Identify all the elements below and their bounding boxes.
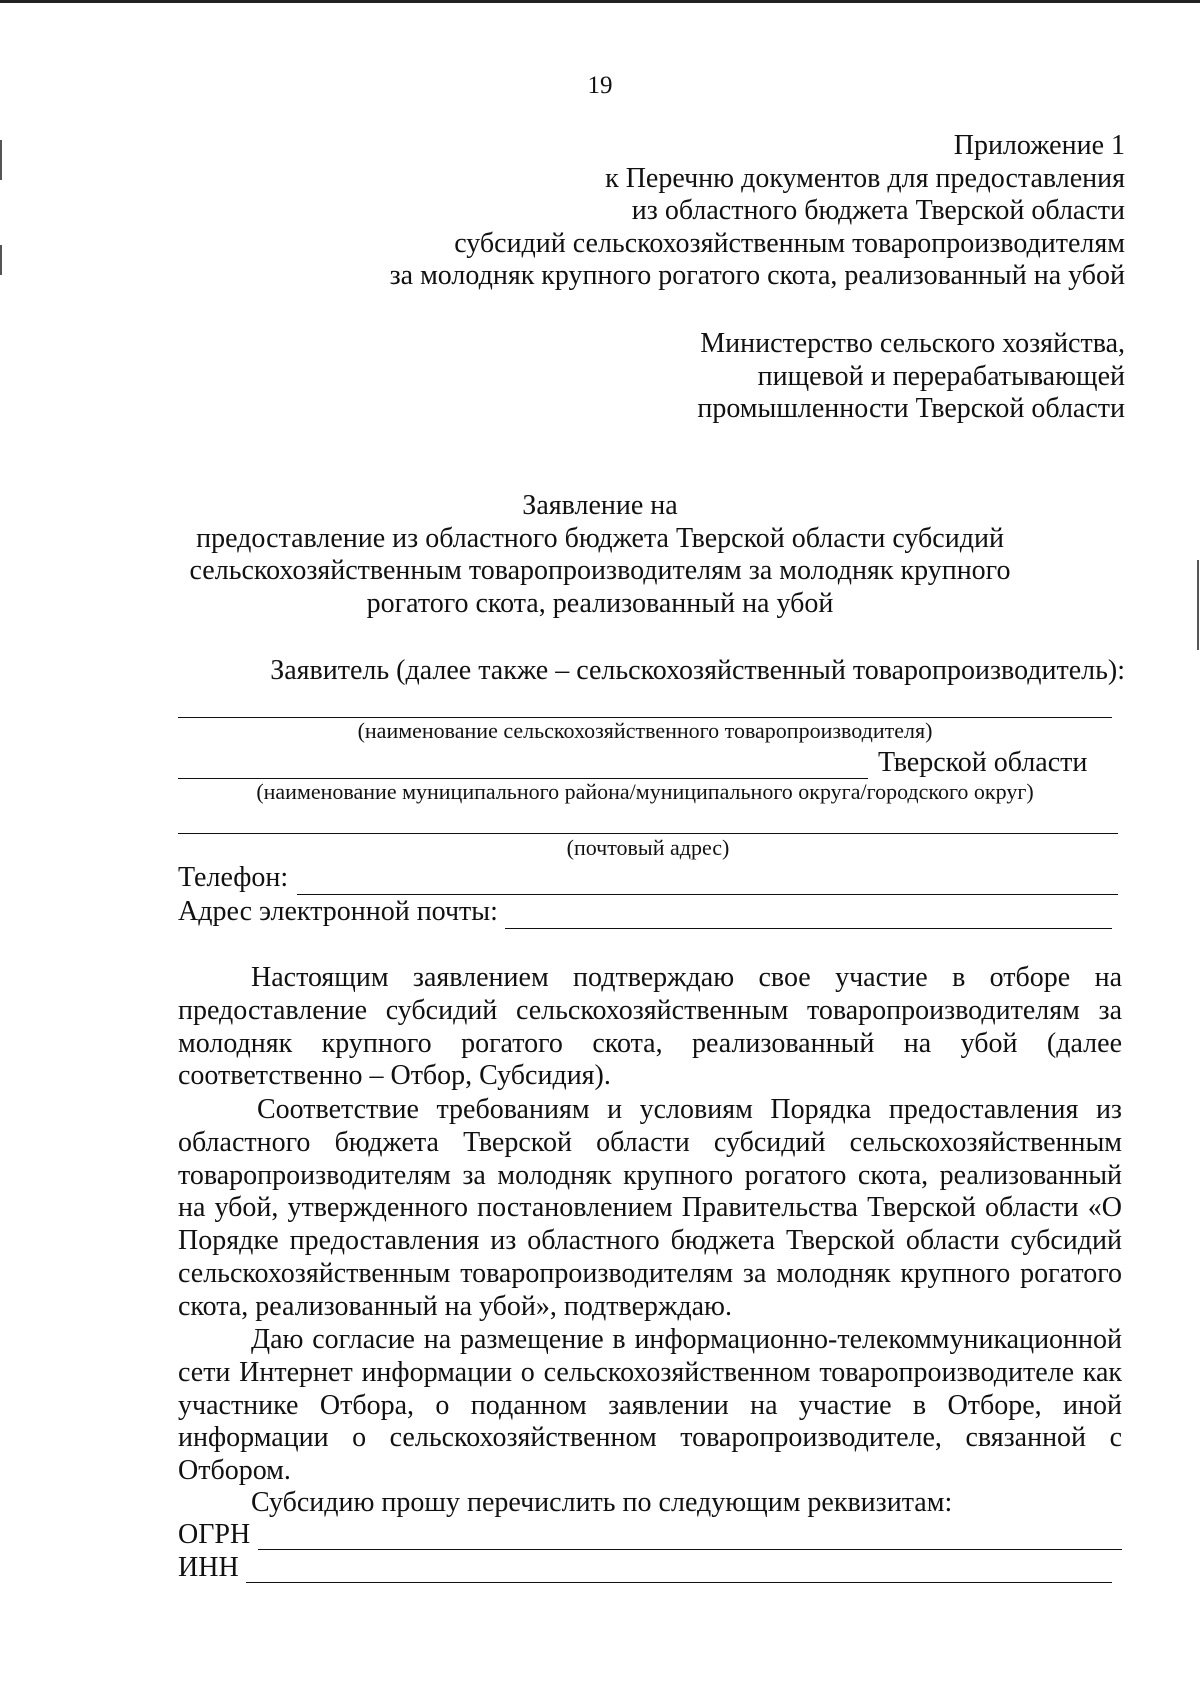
addressee-line: Министерство сельского хозяйства, [700, 328, 1125, 359]
addressee-line: пищевой и перерабатывающей [757, 360, 1125, 392]
document-title [0, 490, 1200, 620]
inn-field[interactable] [246, 1582, 1112, 1583]
title-line: сельскохозяйственным товаропроизводителям за молодняк крупного [189, 555, 1011, 586]
applicant-label: Заявитель (далее также – сельскохозяйственный товаропроизводитель): [270, 655, 1125, 686]
appendix-line: за молодняк крупного рогатого скота, реализованный на убой [389, 260, 1125, 291]
title-line: рогатого скота, реализованный на убой [366, 587, 834, 619]
title-line: предоставление из областного бюджета Тверской области субсидий [196, 522, 1004, 554]
appendix-line: Приложение 1 [953, 130, 1125, 161]
scan-top-border [0, 0, 1200, 3]
paragraph-consent: Даю согласие на размещение в информационно-телекоммуникационной сети Интернет информации о сельскохозяйственном товаропроизводителе как участнике Отбора, о поданном заявлении на участие в Отборе, иной информации о сельскохозяйственном товаропроизводителе, связанной с Отбором. [178, 1324, 1122, 1487]
phone-field[interactable] [297, 894, 1118, 895]
page-number: 19 [587, 72, 613, 99]
producer-name-caption: (наименование сельскохозяйственного товаропроизводителя) [357, 718, 933, 743]
addressee [697, 328, 1125, 426]
region-suffix: Тверской области [878, 747, 1088, 778]
paragraph-participation: Настоящим заявлением подтверждаю свое участие в отборе на предоставление субсидий сельскохозяйственным товаропроизводителям за молодняк крупного рогатого скота, реализованный на убой (далее соответственно – Отбор, Субсидия). [178, 962, 1122, 1092]
appendix-line: к Перечню документов для предоставления [605, 162, 1125, 194]
paragraph-compliance: Соответствие требованиям и условиям Порядка предоставления из областного бюджета Тверской области субсидий сельскохозяйственным товаропроизводителям за молодняк крупного рогатого скота, реализованный на убой, утвержденного постановлением Правительства Тверской области «О Порядке предоставления из областного бюджета Тверской области субсидий сельскохозяйственным товаропроизводителям за молодняк крупного рогатого скота, реализованный на убой», подтверждаю. [178, 1094, 1122, 1322]
ogrn-field[interactable] [258, 1549, 1122, 1550]
appendix-line: из областного бюджета Тверской области [631, 195, 1125, 226]
postal-address-caption: (почтовый адрес) [566, 835, 730, 860]
scan-edge-mark [0, 245, 2, 275]
email-field[interactable] [505, 928, 1112, 929]
appendix-line: субсидий сельскохозяйственным товаропроизводителям [454, 227, 1125, 259]
inn-label: ИНН [178, 1552, 239, 1583]
email-label: Адрес электронной почты: [178, 896, 498, 927]
postal-address-field[interactable] [178, 833, 1118, 834]
scan-edge-mark [0, 140, 2, 180]
title-line: Заявление на [522, 490, 678, 521]
phone-label: Телефон: [178, 862, 289, 893]
addressee-line: промышленности Тверской области [697, 393, 1125, 424]
requisites-intro: Субсидию прошу перечислить по следующим реквизитам: [251, 1487, 953, 1518]
appendix-header [390, 130, 1125, 293]
municipality-caption: (наименование муниципального района/муниципального округа/городского округ) [256, 779, 1034, 804]
ogrn-label: ОГРН [178, 1519, 251, 1550]
